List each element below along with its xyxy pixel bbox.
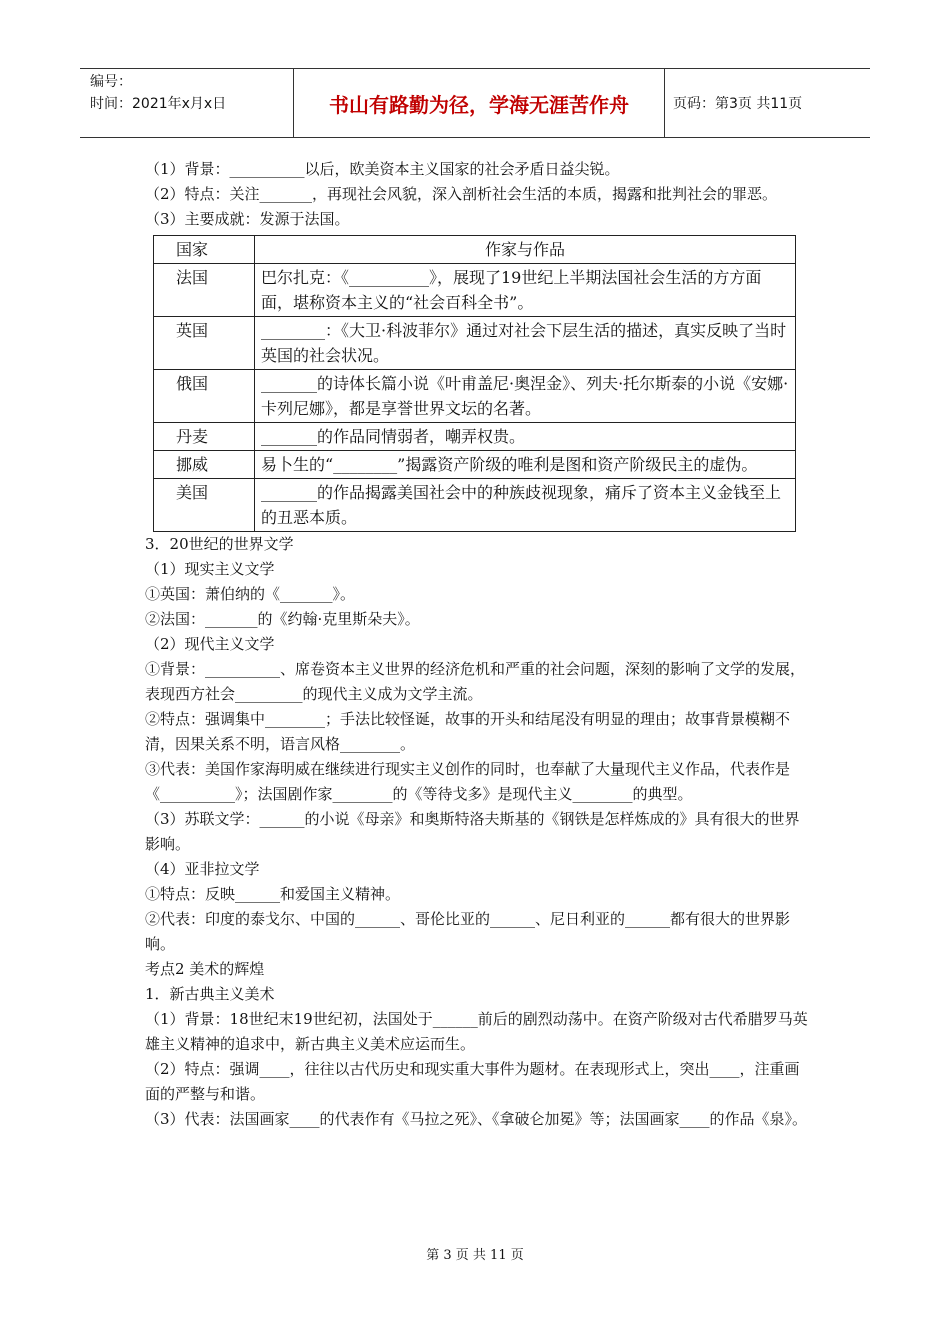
table-header-works: 作家与作品	[255, 236, 796, 264]
subsection-heading: （4）亚非拉文学	[145, 860, 260, 878]
header-number-label: 编号：	[90, 74, 132, 90]
header-time-label: 时间：2021年x月x日	[90, 96, 227, 112]
table-row	[154, 317, 796, 370]
table-row	[154, 264, 796, 317]
table-cell-works: 巴尔扎克：《__________》，展现了19世纪上半期法国社会生活的方方面面，堪称资本主义的“社会百科全书”。	[255, 264, 796, 317]
body-line: （2）特点：强调____，往往以古代历史和现实重大事件为题材。在表现形式上，突出____，注重画面的严整与和谐。	[145, 1060, 800, 1103]
table-cell-works: 易卜生的“________”揭露资产阶级的唯利是图和资产阶级民主的虚伪。	[255, 451, 796, 479]
section-heading: 考点2 美术的辉煌	[145, 960, 265, 978]
page-header	[80, 68, 870, 138]
table-cell-country: 俄国	[154, 370, 255, 423]
section-heading: 3．20世纪的世界文学	[145, 535, 294, 553]
body-line: ②特点：强调集中________；手法比较怪诞，故事的开头和结尾没有明显的理由；故事背景模糊不清，因果关系不明，语言风格________。	[145, 710, 791, 753]
body-line: （3）代表：法国画家____的代表作有《马拉之死》、《拿破仑加冕》等；法国画家____的作品《泉》。	[145, 1110, 808, 1128]
table-cell-works: _______的诗体长篇小说《叶甫盖尼·奥涅金》、列夫·托尔斯泰的小说《安娜·卡列尼娜》，都是享誉世界文坛的名著。	[255, 370, 796, 423]
body-line: ③代表：美国作家海明威在继续进行现实主义创作的同时，也奉献了大量现代主义作品，代表作是《__________》；法国剧作家________的《等待戈多》是现代主义________的典型。	[145, 760, 791, 803]
subsection-heading: 1．新古典主义美术	[145, 985, 275, 1003]
intro-line: （3）主要成就：发源于法国。	[145, 210, 350, 228]
table-row	[154, 423, 796, 451]
header-meta	[80, 69, 294, 137]
body-line: ②法国：_______的《约翰·克里斯朵夫》。	[145, 610, 420, 628]
table-row	[154, 370, 796, 423]
table-cell-works: _______的作品同情弱者，嘲弄权贵。	[255, 423, 796, 451]
body-line: ①特点：反映______和爱国主义精神。	[145, 885, 401, 903]
body-line: ①英国：萧伯纳的《_______》。	[145, 585, 356, 603]
intro-line: （2）特点：关注_______，再现社会风貌，深入剖析社会生活的本质，揭露和批判社会的罪恶。	[145, 185, 778, 203]
subsection-heading: （2）现代主义文学	[145, 635, 275, 653]
table-cell-country: 法国	[154, 264, 255, 317]
document-body	[145, 157, 810, 1132]
intro-line: （1）背景：__________以后，欧美资本主义国家的社会矛盾日益尖锐。	[145, 160, 620, 178]
body-line: （3）苏联文学：______的小说《母亲》和奥斯特洛夫斯基的《钢铁是怎样炼成的》具有很大的世界影响。	[145, 810, 800, 853]
page-footer: 第 3 页 共 11 页	[426, 1248, 524, 1263]
table-cell-country: 美国	[154, 479, 255, 532]
table-row	[154, 451, 796, 479]
body-line: ②代表：印度的泰戈尔、中国的______、哥伦比亚的______、尼日利亚的______都有很大的世界影响。	[145, 910, 791, 953]
table-cell-country: 丹麦	[154, 423, 255, 451]
header-motto: 书山有路勤为径，学海无涯苦作舟	[294, 69, 665, 137]
table-header-country: 国家	[154, 236, 255, 264]
table-cell-works: _______的作品揭露美国社会中的种族歧视现象，痛斥了资本主义金钱至上的丑恶本质。	[255, 479, 796, 532]
table-header-row	[154, 236, 796, 264]
header-page-info: 页码：第3页 共11页	[673, 96, 803, 112]
table-cell-country: 英国	[154, 317, 255, 370]
authors-works-table	[153, 235, 796, 532]
table-row	[154, 479, 796, 532]
table-cell-works: ________：《大卫·科波菲尔》通过对社会下层生活的描述，真实反映了当时英国的社会状况。	[255, 317, 796, 370]
body-line: （1）背景：18世纪末19世纪初，法国处于______前后的剧烈动荡中。在资产阶级对古代希腊罗马英雄主义精神的追求中，新古典主义美术应运而生。	[145, 1010, 808, 1053]
table-cell-country: 挪威	[154, 451, 255, 479]
subsection-heading: （1）现实主义文学	[145, 560, 275, 578]
body-line: ①背景：__________、席卷资本主义世界的经济危机和严重的社会问题，深刻的影响了文学的发展，表现西方社会_________的现代主义成为文学主流。	[145, 660, 806, 703]
